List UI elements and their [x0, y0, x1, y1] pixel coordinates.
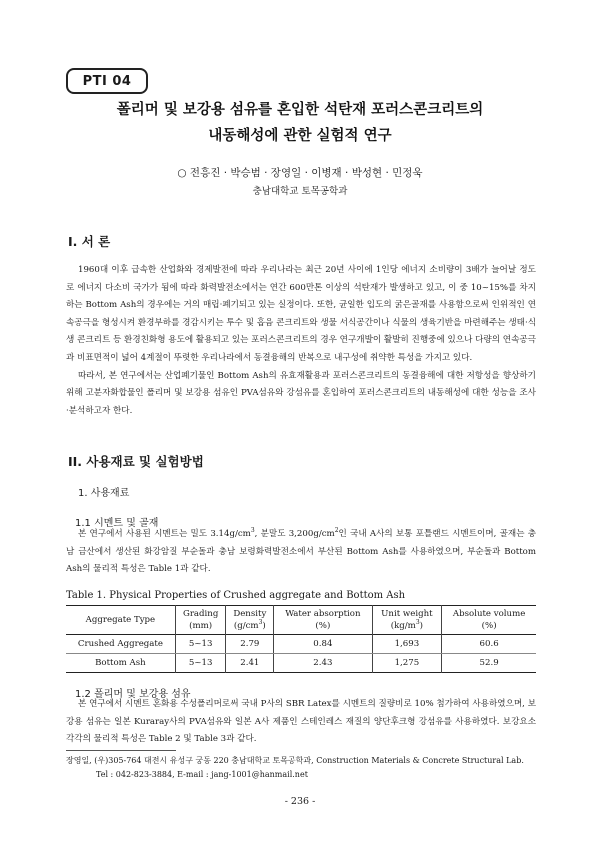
subsection-heading-cement-aggregate: 1.1 시멘트 및 골재 [75, 518, 159, 529]
table1-header-grading: Grading (mm) [175, 606, 226, 635]
table1-header-absolute-volume: Absolute volume (%) [442, 606, 536, 635]
section-heading-introduction: I. 서 론 [68, 234, 111, 249]
table-cell: 2.43 [274, 654, 372, 673]
table-cell: 52.9 [442, 654, 536, 673]
section-heading-materials-methods: II. 사용재료 및 실험방법 [68, 454, 204, 469]
polymer-fiber-text [66, 696, 536, 749]
table1-caption: Table 1. Physical Properties of Crushed aggregate and Bottom Ash [66, 590, 406, 601]
page-number: - 236 - [284, 796, 316, 807]
subsection-heading-materials: 1. 사용재료 [78, 488, 130, 499]
table-cell: 0.84 [274, 635, 372, 654]
table-cell: Bottom Ash [95, 658, 146, 668]
affiliation: 충남대학교 토목공학과 [252, 186, 348, 197]
footnote-line1: 장영일, (우)305-764 대전시 유성구 궁동 220 충남대학교 토목공학과, Construction Materials & Concrete Structural Lab. [66, 756, 524, 765]
table-cell: 5~13 [175, 635, 226, 654]
table1-header-aggregate-type: Aggregate Type [85, 615, 156, 625]
subsection-heading-polymer-fiber: 1.2 폴리머 및 보강용 섬유 [75, 689, 191, 700]
footnote-line2: Tel : 042-823-3884, E-mail : jang-1001@hanmail.net [96, 770, 308, 779]
cement-text-b: , 분말도 3,200g/cm [254, 529, 335, 539]
table-row [66, 654, 536, 673]
table-cell: Crushed Aggregate [66, 635, 175, 654]
table-cell: 2.79 [226, 635, 274, 654]
footnote-divider [66, 750, 176, 751]
polymer-fiber-paragraph: 본 연구에서 시멘트 혼화용 수성폴리머로써 국내 P사의 SBR Latex를 시멘트의 질량비로 10% 첨가하여 사용하였으며, 보강용 섬유는 일본 Kuraray사의 PVA섬유와 일본 A사 제품인 스테인레스 재질의 양단후크형 강섬유를 사용하였다. 보강요소 각각의 물리적 특성은 Table 2 및 Table 3과 같다. [66, 699, 536, 745]
paper-title-line1: 폴리머 및 보강용 섬유를 혼입한 석탄재 포러스콘크리트의 [116, 102, 484, 118]
cement-sup-2: 2 [334, 527, 339, 535]
cement-aggregate-text [66, 526, 536, 579]
introduction-paragraph-1: 1960대 이후 급속한 산업화와 경제발전에 따라 우리나라는 최근 20년 사이에 1인당 에너지 소비량이 3배가 늘어날 정도로 에너지 다소비 국가가 됨에 따라 화력발전소에서는 연간 600만톤 이상의 석탄재가 발생하고 있고, 이 중 10~15%를 차지하는 Bottom Ash의 경우에는 거의 매립·폐기되고 있는 실정이다. 또한, 균일한 입도의 굵은골재를 사용함으로써 인위적인 연속공극을 형성시켜 환경부하를 경감시키는 투수 및 흡음 콘크리트와 생물 서식공간이나 식물의 생육기반을 마련해주는 생태·식생 콘크리트 등 환경친화형 용도에 활용되고 있는 포러스콘크리트의 경우 연구개발이 활발히 진행중에 있으나 다량의 연속공극과 비표면적이 넓어 4계절이 뚜렷한 우리나라에서 동결융해의 반복으로 내구성에 취약한 특성을 가지고 있다. [66, 265, 536, 363]
table-cell: 1,275 [372, 654, 442, 673]
table-cell: 1,693 [372, 635, 442, 654]
introduction-paragraph-2: 따라서, 본 연구에서는 산업폐기물인 Bottom Ash의 유효재활용과 포러스콘크리트의 동결융해에 대한 저항성을 향상하기 위해 고분자화합물인 폴리머 및 보강용 섬유인 PVA섬유와 강섬유를 혼입하여 포러스콘크리트의 내동해성에 대한 성능을 조사·분석하고자 한다. [66, 370, 536, 416]
cement-aggregate-paragraph [66, 526, 536, 579]
author-list: ○ 전흥진 · 박승범 · 장영일 · 이병재 · 박성현 · 민정욱 [177, 167, 423, 179]
table-cell: 60.6 [442, 635, 536, 654]
table-cell: 2.41 [226, 654, 274, 673]
paper-title-line2: 내동해성에 관한 실험적 연구 [208, 128, 392, 144]
table-row [66, 635, 536, 654]
footnote [66, 754, 541, 782]
cement-sup-1: 3 [250, 527, 255, 535]
session-code-box: PTI 04 [66, 68, 148, 94]
table1-header-unit-weight: Unit weight $(kg/m^3)$ [372, 606, 442, 635]
table1-header-water-absorption: Water absorption (%) [274, 606, 372, 635]
cement-text-c: 인 국내 A사의 보통 포틀랜드 시멘트이며, 골재는 충남 금산에서 생산된 화강암질 부순돌과 충남 보령화력발전소에서 부산된 Bottom Ash를 사용하였으며, 부순돌과 Bottom Ash의 물리적 특성은 Table 1과 같다. [66, 529, 537, 575]
table1-header-row [66, 606, 536, 635]
table1-header-density: Density $(g/cm^3)$ [226, 606, 274, 635]
cement-text-a: 본 연구에서 사용된 시멘트는 밀도 3.14g/cm [78, 529, 251, 539]
introduction-text [66, 262, 536, 420]
table1-physical-properties [66, 605, 536, 673]
table-cell: 5~13 [175, 654, 226, 673]
